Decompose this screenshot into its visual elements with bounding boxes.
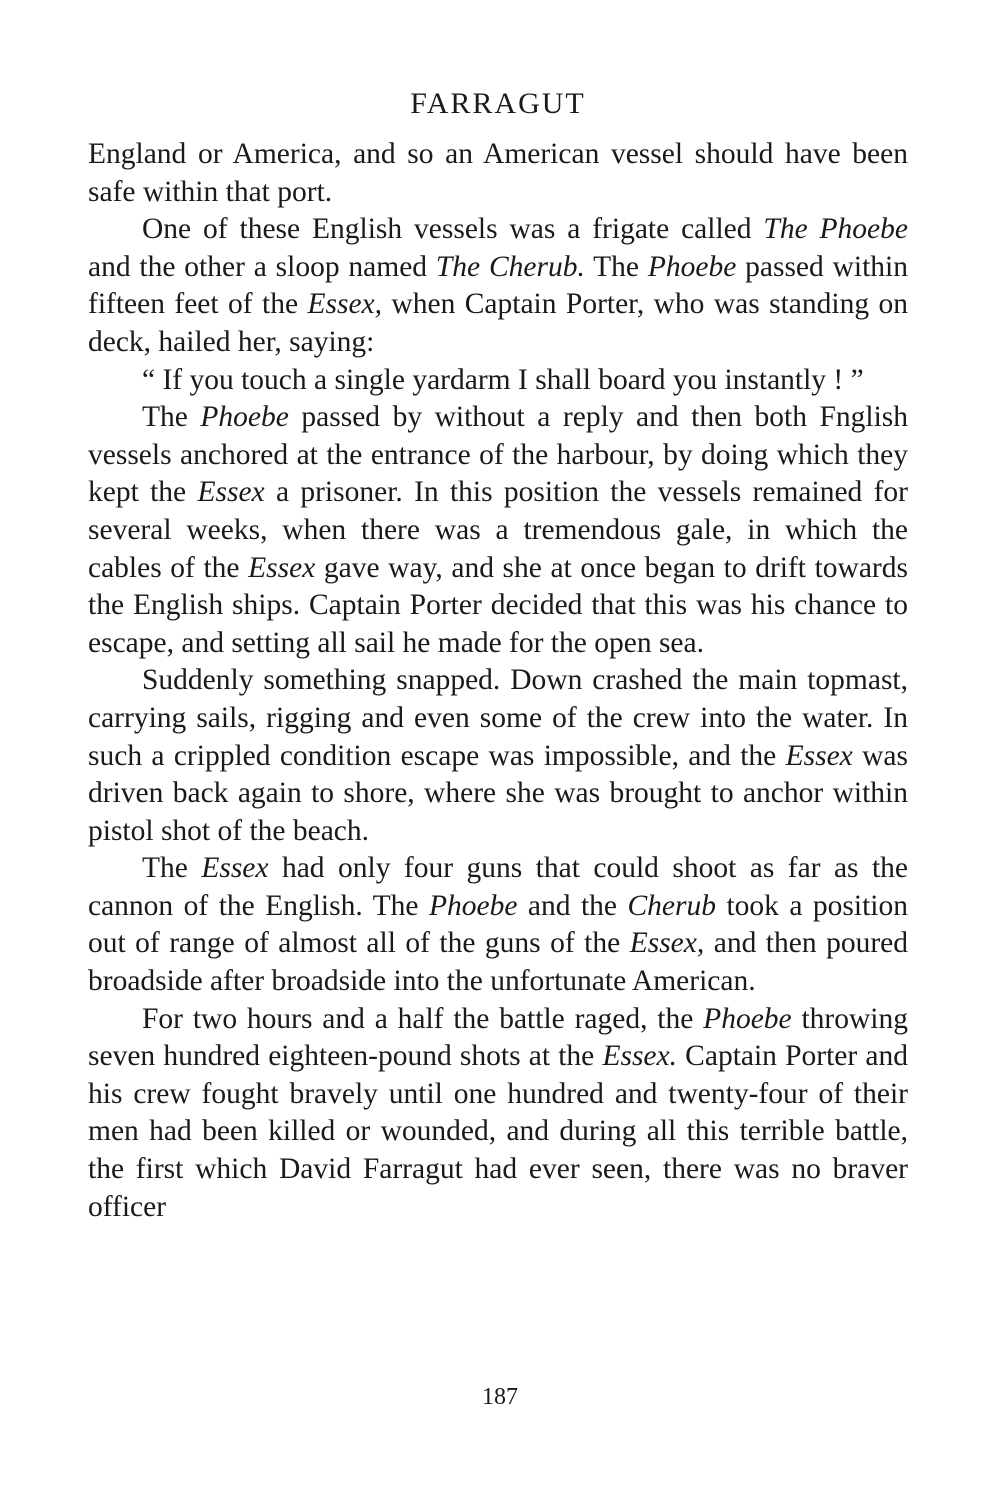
text-run: and the (517, 889, 628, 922)
paragraph (88, 662, 908, 850)
text-run: Suddenly something snapped. Down crashed the main topmast, carrying sails, rigging and even some of the crew into the water. In such a crippled condition escape was impossible, and the (88, 664, 908, 772)
italic-text: Essex (197, 476, 265, 509)
italic-text: Essex, (629, 927, 705, 960)
paragraph (88, 136, 908, 211)
text-run: Captain Porter and his crew fought bravely until one hundred and twenty-four of their men had been killed or wounded, and during all this terrible battle, the first which David Farragut had ever seen, there was no braver officer (88, 1040, 908, 1223)
text-run: and then poured broadside after broadside into the unfortunate American. (88, 927, 908, 998)
text-run: was driven back again to shore, where she was brought to anchor within pistol shot of the beach. (88, 739, 908, 847)
text-run: had only four guns that could shoot as far as the cannon of the English. The (88, 852, 909, 922)
book-page (88, 82, 908, 1226)
italic-text: Essex, (307, 288, 383, 321)
text-run: The (142, 852, 202, 885)
paragraph (88, 1001, 908, 1227)
text-run: One of these English vessels was a frigate called (142, 213, 764, 246)
text-run: The (142, 401, 201, 434)
text-run: when Captain Porter, who was standing on deck, hailed her, saying: (88, 288, 909, 358)
paragraph (88, 362, 908, 400)
text-run: gave way, and she at once began to drift towards the English ships. Captain Porter decided that this was his chance to escape, and setting all sail he made for the open sea. (88, 551, 908, 659)
text-run: and the other a sloop named (88, 250, 436, 283)
text-run: The (584, 250, 648, 283)
paragraph (88, 850, 908, 1000)
italic-text: Phoebe (703, 1002, 792, 1035)
italic-text: Essex (248, 551, 316, 584)
italic-text: Phoebe (647, 250, 737, 283)
text-run: throwing seven hundred eighteen-pound shots at the (88, 1002, 908, 1073)
text-run: For two hours and a half the battle raged, the (142, 1002, 704, 1035)
text-run: passed by without a reply and then both Fnglish vessels anchored at the entrance of the harbour, by doing which they kept the (88, 401, 908, 509)
text-run: passed within fifteen feet of the (88, 250, 908, 321)
italic-text: The Phoebe (763, 213, 908, 246)
italic-text: The Cherub. (435, 250, 585, 283)
text-run: “ If you touch a single yardarm I shall board you instantly ! ” (142, 363, 864, 396)
text-run: England or America, and so an American vessel should have been safe within that port. (88, 138, 908, 208)
italic-text: Essex (785, 739, 853, 772)
italic-text: Phoebe (428, 889, 518, 922)
italic-text: Phoebe (200, 401, 289, 434)
italic-text: Essex (201, 852, 269, 885)
paragraph (88, 399, 908, 662)
italic-text: Cherub (627, 889, 716, 922)
text-run: a prisoner. In this position the vessels remained for several weeks, when there was a tremendous gale, in which the cables of the (88, 476, 908, 584)
body-text (88, 136, 908, 1226)
text-run: took a position out of range of almost all of the guns of the (88, 889, 908, 960)
italic-text: Essex. (602, 1040, 677, 1073)
running-title: FARRAGUT (410, 87, 586, 120)
paragraph (88, 211, 908, 361)
page-number: 187 (482, 1384, 518, 1410)
